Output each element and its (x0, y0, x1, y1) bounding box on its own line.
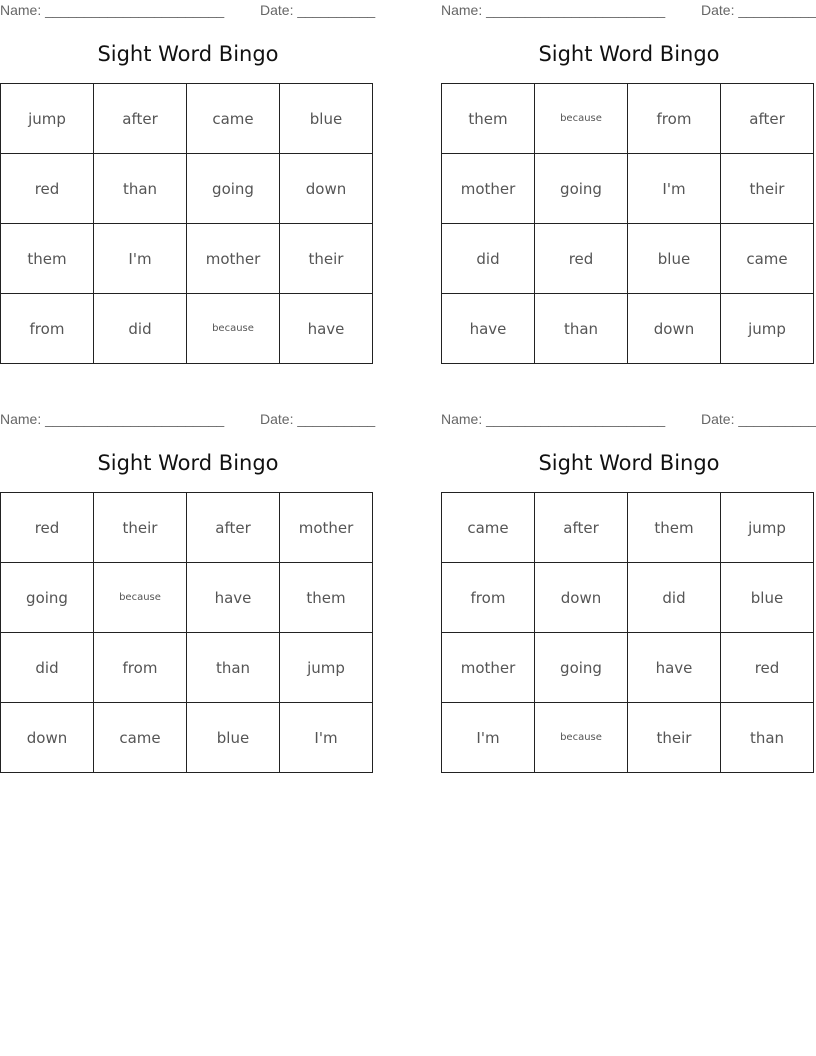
name-label: Name: _______________________ (441, 411, 666, 427)
grid-cell: after (721, 84, 814, 154)
name-label: Name: _______________________ (441, 2, 666, 18)
grid-row (1, 224, 373, 294)
grid-cell: red (721, 633, 814, 703)
name-label: Name: _______________________ (0, 2, 225, 18)
card-header (0, 409, 376, 429)
grid-cell: jump (280, 633, 373, 703)
card-header (0, 0, 376, 20)
grid-cell: came (94, 703, 187, 773)
grid-cell: than (187, 633, 280, 703)
grid-cell: their (721, 154, 814, 224)
grid-cell: I'm (280, 703, 373, 773)
grid-cell: because (535, 84, 628, 154)
grid-row (442, 154, 814, 224)
grid-cell: their (628, 703, 721, 773)
grid-cell: their (280, 224, 373, 294)
grid-cell: have (628, 633, 721, 703)
card-title: Sight Word Bingo (97, 42, 279, 66)
bingo-card-4 (441, 409, 816, 747)
grid-cell: jump (721, 294, 814, 364)
grid-cell: red (1, 154, 94, 224)
grid-cell: have (280, 294, 373, 364)
grid-cell: than (721, 703, 814, 773)
card-header (441, 409, 816, 429)
grid-cell: down (628, 294, 721, 364)
grid-row (1, 294, 373, 364)
grid-row (442, 633, 814, 703)
grid-cell: jump (721, 493, 814, 563)
grid-cell: did (442, 224, 535, 294)
grid-cell: down (535, 563, 628, 633)
grid-row (442, 224, 814, 294)
grid-cell: mother (442, 633, 535, 703)
grid-cell: from (442, 563, 535, 633)
grid-cell: red (1, 493, 94, 563)
grid-row (442, 563, 814, 633)
grid-cell: after (535, 493, 628, 563)
grid-cell: I'm (94, 224, 187, 294)
grid-cell: mother (187, 224, 280, 294)
grid-cell: mother (442, 154, 535, 224)
grid-cell: blue (187, 703, 280, 773)
grid-cell: red (535, 224, 628, 294)
grid-row (1, 154, 373, 224)
grid-cell: them (1, 224, 94, 294)
grid-cell: did (1, 633, 94, 703)
name-label: Name: _______________________ (0, 411, 225, 427)
grid-cell: jump (1, 84, 94, 154)
grid-row (442, 493, 814, 563)
grid-cell: did (628, 563, 721, 633)
grid-cell: blue (280, 84, 373, 154)
grid-cell: going (535, 154, 628, 224)
grid-cell: mother (280, 493, 373, 563)
grid-cell: going (1, 563, 94, 633)
grid-row (442, 703, 814, 773)
grid-cell: came (721, 224, 814, 294)
grid-cell: going (187, 154, 280, 224)
date-label: Date: __________ (260, 411, 376, 427)
grid-cell: did (94, 294, 187, 364)
bingo-card-1 (0, 0, 376, 338)
grid-cell: than (94, 154, 187, 224)
grid-row (1, 563, 373, 633)
grid-cell: came (442, 493, 535, 563)
grid-cell: after (187, 493, 280, 563)
grid-cell: down (280, 154, 373, 224)
grid-cell: have (442, 294, 535, 364)
grid-cell: from (1, 294, 94, 364)
grid-row (442, 294, 814, 364)
grid-row (1, 633, 373, 703)
grid-cell: from (628, 84, 721, 154)
grid-cell: blue (721, 563, 814, 633)
grid-cell: came (187, 84, 280, 154)
grid-row (1, 84, 373, 154)
grid-row (1, 703, 373, 773)
card-title: Sight Word Bingo (538, 42, 720, 66)
date-label: Date: __________ (701, 411, 816, 427)
bingo-grid (0, 83, 373, 364)
grid-cell: than (535, 294, 628, 364)
grid-cell: because (94, 563, 187, 633)
card-title: Sight Word Bingo (97, 451, 279, 475)
bingo-grid (0, 492, 373, 773)
grid-cell: have (187, 563, 280, 633)
bingo-grid (441, 83, 814, 364)
grid-cell: them (280, 563, 373, 633)
grid-cell: after (94, 84, 187, 154)
grid-cell: because (535, 703, 628, 773)
bingo-card-2 (441, 0, 816, 338)
grid-cell: from (94, 633, 187, 703)
bingo-grid (441, 492, 814, 773)
grid-cell: I'm (442, 703, 535, 773)
grid-cell: down (1, 703, 94, 773)
date-label: Date: __________ (260, 2, 376, 18)
grid-cell: because (187, 294, 280, 364)
card-header (441, 0, 816, 20)
date-label: Date: __________ (701, 2, 816, 18)
grid-cell: them (442, 84, 535, 154)
grid-row (442, 84, 814, 154)
grid-cell: them (628, 493, 721, 563)
grid-cell: going (535, 633, 628, 703)
bingo-card-3 (0, 409, 376, 747)
grid-row (1, 493, 373, 563)
grid-cell: I'm (628, 154, 721, 224)
card-title: Sight Word Bingo (538, 451, 720, 475)
grid-cell: blue (628, 224, 721, 294)
grid-cell: their (94, 493, 187, 563)
